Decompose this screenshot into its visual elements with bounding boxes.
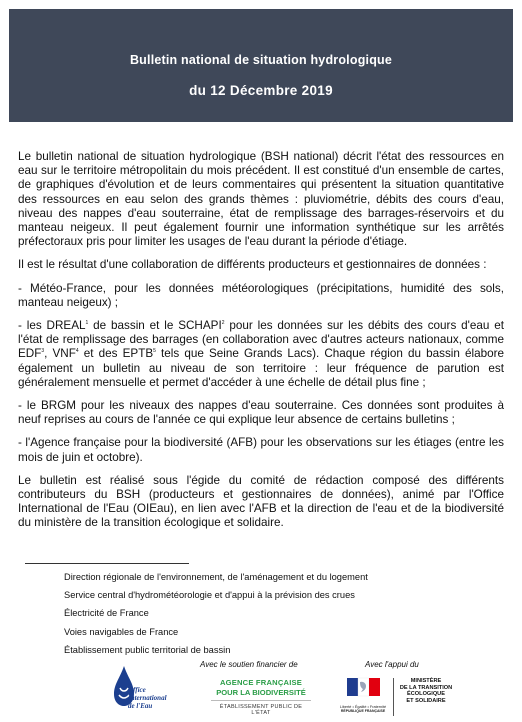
afb-line-1: AGENCE FRANÇAISE — [219, 678, 303, 687]
ministry-separator — [393, 678, 394, 716]
dreal-schapi-item: - les DREAL$^1$ de bassin et le SCHAPI$^2$ pour les données sur les débits des cours d'eau et l'état de remplissage des barrages (en collaboration avec d'autres acteurs nationaux, comme EDF$^3$, VNF$^4$ et des EPTB$^5$ tels que Seine Grands Lacs). Chaque région du bassin élabore également un bulletin au niveau de son territoire : leur fréquence de parution est généralement mensuelle et permet d'accéder à une échelle de détail plus fine ; — [18, 319, 505, 389]
oieau-name: Office International de l'Eau — [128, 686, 167, 710]
title-banner — [9, 9, 513, 122]
footnote-5: Établissement public territorial de bassin — [64, 644, 231, 655]
republique-francaise-logo — [337, 676, 389, 718]
meteo-france-item: - Météo-France, pour les données météorologiques (précipitations, humidité des sols, manteau neigeux) ; — [18, 281, 504, 309]
marianne-flag-icon — [343, 676, 383, 698]
bulletin-body — [18, 150, 504, 540]
afb-logo — [210, 675, 312, 717]
footnote-4: Voies navigables de France — [64, 626, 179, 637]
rf-name: RÉPUBLIQUE FRANÇAISE — [340, 709, 386, 714]
intro-paragraph: Le bulletin national de situation hydrologique (BSH national) décrit l'état des ressources en eau sur le territoire métropolitain du mois précédent. Il est constitué d'un ensemble de cartes, de graphiques d'évolution et de leurs commentaires qui présentent la situation quantitative des ressources en eau selon des grands thèmes : pluviométrie, débits des cours d'eau, niveau des nappes d'eau souterraine, état de remplissage des barrages-réservoirs et du manteau neigeux. Il peut également fournir une information synthétique sur les arrêtés préfectoraux pris pour limiter les usages de l'eau durant la période d'étiage. — [18, 150, 504, 249]
afb-line-2: POUR LA BIODIVERSITÉ — [216, 688, 306, 697]
bulletin-date: du 12 Décembre 2019 — [189, 83, 333, 98]
footnotes — [64, 568, 504, 659]
footnote-1: Direction régionale de l'environnement, de l'aménagement et du logement — [64, 572, 368, 582]
footnote-3: Électricité de France — [64, 608, 149, 619]
afb-item: - l'Agence française pour la biodiversité (AFB) pour les observations sur les étiages (entre les mois de juin et octobre). — [18, 436, 504, 464]
footnote-separator — [25, 563, 189, 564]
footnote-2: Service central d'hydrométéorologie et d'appui à la prévision des crues — [64, 590, 355, 601]
ministry-name: MINISTÈRE DE LA TRANSITION ÉCOLOGIQUE ET SOLIDAIRE — [399, 678, 453, 704]
afb-line-3: ÉTABLISSEMENT PUBLIC DE L'ÉTAT — [219, 704, 303, 716]
collaboration-paragraph: Il est le résultat d'une collaboration de différents producteurs et gestionnaires de données : — [18, 258, 487, 272]
bulletin-title: Bulletin national de situation hydrologique — [129, 53, 393, 67]
financial-support-label: Avec le soutien financier de — [200, 660, 298, 669]
redaction-paragraph: Le bulletin est réalisé sous l'égide du comité de rédaction composé des différents contributeurs du BSH (producteurs et gestionnaires de données), animé par l'Office International de l'Eau (OIEau), en lien avec l'AFB et la direction de l'eau et de la biodiversité du ministère de la transition écologique et solidaire. — [18, 473, 504, 530]
rf-motto: Liberté • Égalité • Fraternité — [339, 705, 387, 709]
brgm-item: - le BRGM pour les niveaux des nappes d'eau souterraine. Ces données sont produites à neuf reprises au cours de l'année ce qui explique leur absence de certains bulletins ; — [18, 399, 504, 427]
ministry-logo — [337, 676, 457, 718]
partner-logos — [0, 660, 522, 722]
support-label: Avec l'appui du — [365, 660, 419, 669]
